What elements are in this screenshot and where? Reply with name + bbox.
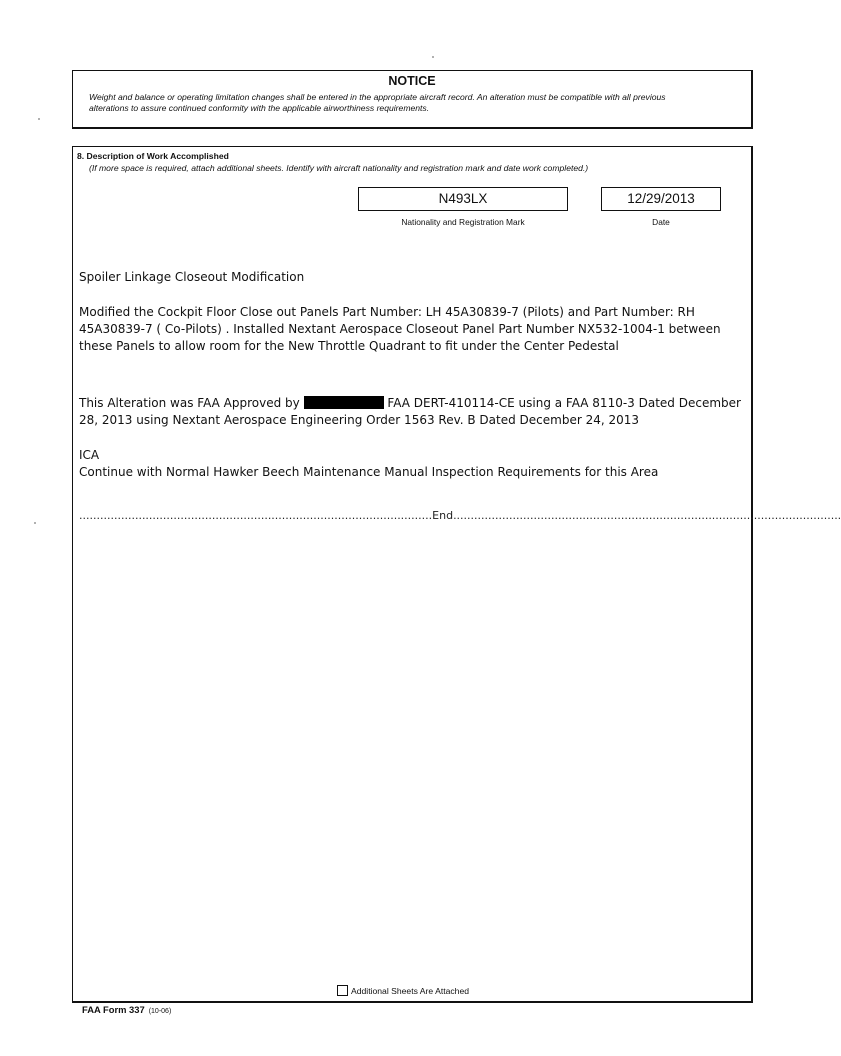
date-caption: Date bbox=[652, 217, 670, 227]
registration-caption: Nationality and Registration Mark bbox=[401, 217, 525, 227]
additional-sheets-label: Additional Sheets Are Attached bbox=[351, 985, 470, 996]
additional-sheets-checkbox[interactable] bbox=[337, 985, 348, 996]
approval-suffix: FAA DERT-410114-CE using a FAA 8110-3 Dated December 28, 2013 using Nextant Aerospace Engineering Order 1563 Rev. B Dated December 24, 2013 bbox=[79, 396, 741, 427]
registration-field: N493LX bbox=[358, 187, 568, 211]
scan-speck bbox=[34, 522, 36, 524]
end-marker: End bbox=[432, 509, 454, 522]
work-heading: Spoiler Linkage Closeout Modification bbox=[79, 270, 305, 284]
section-8-box bbox=[72, 146, 841, 1003]
form-revision: (10-06) bbox=[148, 1008, 172, 1015]
ica-label: ICA bbox=[79, 448, 100, 462]
form-name: FAA Form 337 bbox=[82, 1004, 145, 1015]
notice-box bbox=[72, 70, 753, 129]
date-field: 12/29/2013 bbox=[601, 187, 721, 211]
end-marker-line: .....................................................................................................End............................................................................................................... bbox=[79, 509, 841, 522]
approval-statement bbox=[79, 395, 747, 429]
notice-title: NOTICE bbox=[388, 74, 436, 88]
scan-speck bbox=[432, 56, 434, 58]
scan-speck bbox=[38, 118, 40, 120]
form-footer bbox=[82, 1004, 171, 1015]
notice-text: Weight and balance or operating limitation changes shall be entered in the appropriate aircraft record. An alteration must be compatible with all previous alterations to assure continued conformity with the applicable airworthiness requirements. bbox=[89, 92, 666, 113]
additional-sheets-row bbox=[337, 985, 469, 996]
approval-prefix: This Alteration was FAA Approved by bbox=[79, 396, 300, 410]
section-instructions: (If more space is required, attach additional sheets. Identify with aircraft nationality and registration mark and date work completed.) bbox=[89, 163, 589, 173]
redaction-block bbox=[304, 396, 384, 409]
work-description: Modified the Cockpit Floor Close out Panels Part Number: LH 45A30839-7 (Pilots) and Part Number: RH 45A30839-7 ( Co-Pilots) . Installed Nextant Aerospace Closeout Panel Part Number NX532-1004-1 between these Panels to allow room for the New Throttle Quadrant to fit under the Center Pedestal bbox=[79, 305, 721, 353]
ica-text: Continue with Normal Hawker Beech Maintenance Manual Inspection Requirements for this Area bbox=[79, 465, 659, 479]
section-title: 8. Description of Work Accomplished bbox=[77, 151, 229, 161]
